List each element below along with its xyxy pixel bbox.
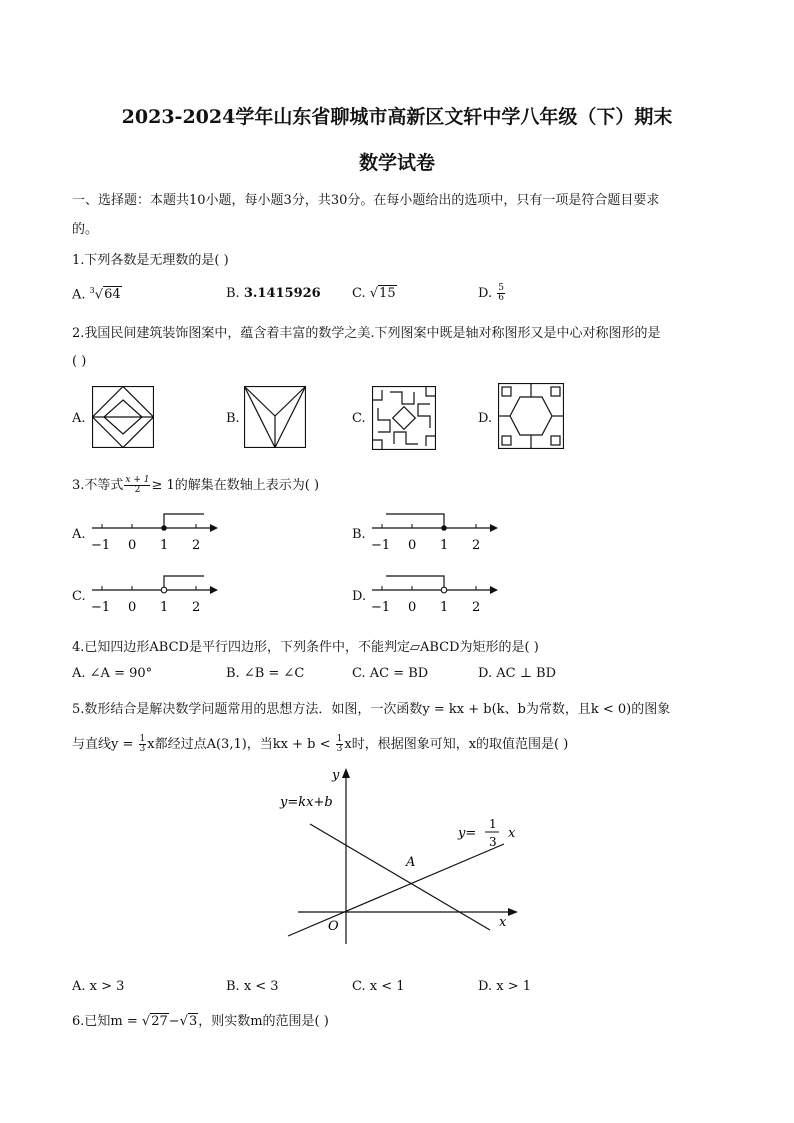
paper-title-line1: 2023-2024学年山东省聊城市高新区文轩中学八年级（下）期末 (121, 106, 673, 128)
q1-option-c: C. √15 (352, 286, 396, 301)
line1-label: y=kx+b (280, 795, 333, 810)
q4-option-c: C. AC = BD (352, 666, 429, 681)
q3-numberline-b (368, 510, 504, 554)
q3-numberline-a (88, 510, 224, 554)
svg-text:1: 1 (160, 600, 169, 615)
svg-text:−1: −1 (91, 538, 111, 553)
q4-option-a: A. ∠A = 90° (72, 666, 153, 681)
svg-text:2: 2 (192, 600, 201, 615)
line2-label-post: x (508, 826, 516, 841)
q5-option-a: A. x > 3 (72, 979, 125, 994)
point-a-label: A (406, 855, 416, 870)
q3-label-a: A. (72, 527, 86, 542)
q5-graph (268, 762, 528, 948)
y-axis-arrow (342, 768, 350, 778)
svg-text:−1: −1 (371, 538, 391, 553)
svg-text:1: 1 (440, 538, 449, 553)
svg-text:−1: −1 (91, 600, 111, 615)
q2-stem-cont: ( ) (72, 354, 87, 369)
q3-numberline-c (88, 572, 224, 616)
svg-text:1: 1 (160, 538, 169, 553)
q1-option-d: D. $\frac{5}{6}$ (478, 283, 504, 303)
q4-stem: 4.已知四边形ABCD是平行四边形，下列条件中，不能判定▱ABCD为矩形的是( ) (72, 640, 539, 655)
q3-numberline-d (368, 572, 504, 616)
line-y-third-x (288, 844, 504, 936)
svg-text:−1: −1 (371, 600, 391, 615)
svg-text:0: 0 (408, 600, 417, 615)
svg-text:1: 1 (440, 600, 449, 615)
line2-label-num: 1 (489, 817, 497, 831)
x-axis-label: x (499, 915, 507, 930)
svg-text:0: 0 (128, 600, 137, 615)
q5-option-b: B. x < 3 (226, 979, 279, 994)
q5-option-c: C. x < 1 (352, 979, 405, 994)
svg-text:2: 2 (472, 600, 481, 615)
q4-option-d: D. AC ⊥ BD (478, 666, 557, 681)
q3-label-d: D. (352, 589, 367, 604)
svg-text:0: 0 (408, 538, 417, 553)
paper-title-line2: 数学试卷 (358, 152, 435, 174)
svg-text:2: 2 (472, 538, 481, 553)
q5-stem-cont: 与直线y = $\frac{1}{3}$ x都经过点A(3,1)，当kx + b < $\frac{1}{3}$ x时，根据图象可知，x的取值范围是( ) (72, 734, 569, 754)
q2-figure-c (372, 386, 436, 450)
x-axis-arrow (508, 908, 518, 916)
q3-label-b: B. (352, 527, 366, 542)
q2-label-b: B. (226, 411, 240, 426)
q2-label-c: C. (352, 411, 366, 426)
q2-stem: 2.我国民间建筑装饰图案中，蕴含着丰富的数学之美.下列图案中既是轴对称图形又是中心对称图形的是 (72, 326, 661, 341)
line2-label-pre: y= (458, 826, 477, 841)
q5-stem: 5.数形结合是解决数学问题常用的思想方法．如图，一次函数y = kx + b(k、b为常数，且k < 0)的图象 (72, 702, 671, 717)
q3-label-c: C. (72, 589, 86, 604)
q1-stem: 1.下列各数是无理数的是( ) (72, 253, 229, 268)
q2-figure-a (92, 386, 154, 448)
section-header: 一、选择题：本题共10小题，每小题3分，共30分。在每小题给出的选项中，只有一项是符合题目要求 (72, 193, 660, 208)
q2-figure-b (244, 386, 306, 448)
q2-label-a: A. (72, 411, 86, 426)
q6-stem: 6.已知m = √27−√3，则实数m的范围是( ) (72, 1014, 329, 1029)
svg-text:0: 0 (128, 538, 137, 553)
q5-option-d: D. x > 1 (478, 979, 531, 994)
q1-option-a: A. $^3$√64 (72, 286, 121, 303)
section-header-cont: 的。 (72, 222, 99, 237)
q1-option-b: B. 3.1415926 (226, 286, 321, 301)
q4-option-b: B. ∠B = ∠C (226, 666, 305, 681)
line2-label-den: 3 (489, 835, 497, 849)
q2-figure-d (498, 383, 564, 449)
y-axis-label: y (332, 768, 340, 783)
origin-label: O (328, 919, 339, 934)
q3-stem: 3.不等式 $\frac{x + 1}{2}$ ≥ 1的解集在数轴上表示为( ) (72, 475, 320, 495)
svg-text:2: 2 (192, 538, 201, 553)
q2-label-d: D. (478, 411, 493, 426)
